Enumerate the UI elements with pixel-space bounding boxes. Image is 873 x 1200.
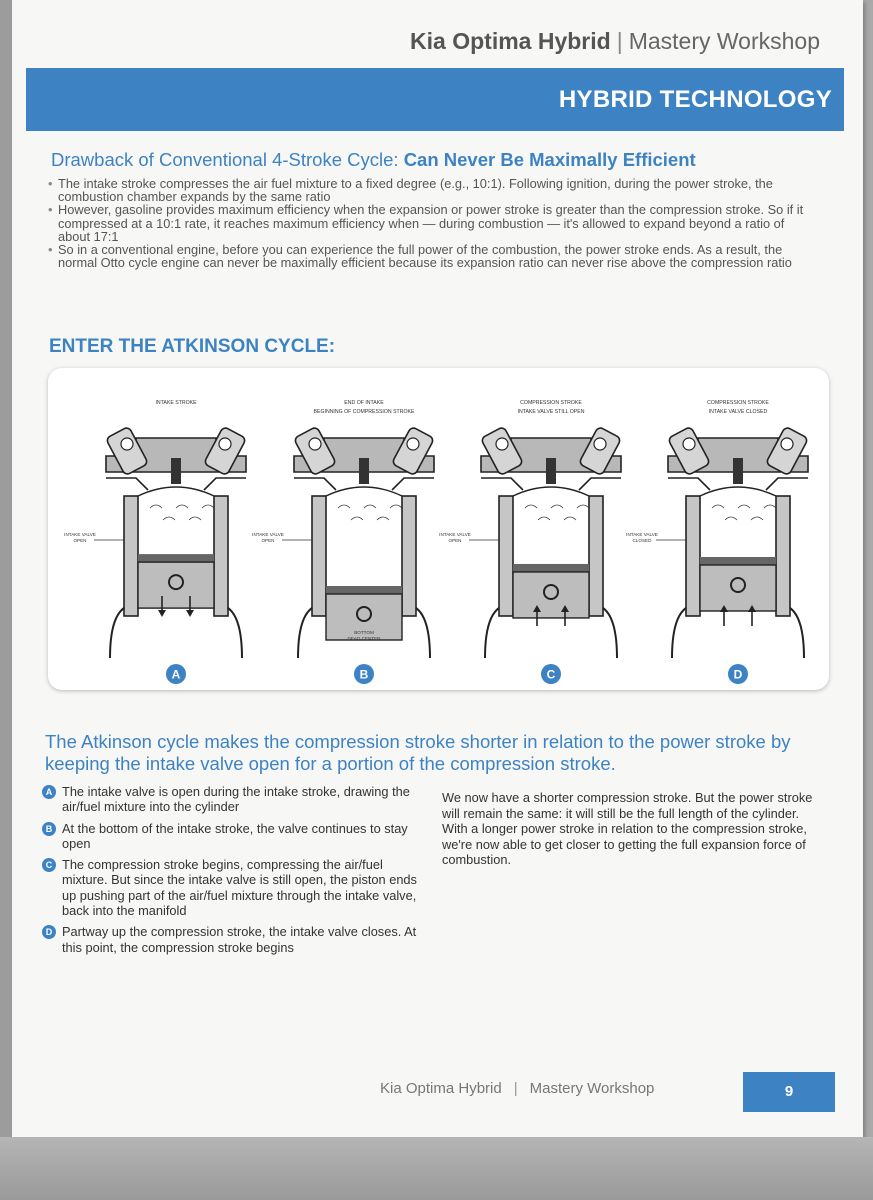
step-badge: B [42, 822, 56, 836]
piston-rings [138, 554, 214, 562]
air-swirl [738, 505, 750, 508]
drawback-heading-prefix: Drawback of Conventional 4-Stroke Cycle: [51, 149, 399, 170]
cylinder-wall-left [499, 496, 513, 616]
cylinder-wall-left [124, 496, 138, 616]
motion-arrow-head [186, 610, 194, 617]
air-swirl [351, 517, 363, 520]
combustion-chamber [326, 487, 402, 496]
cylinder-wall-right [402, 496, 416, 616]
panel-bottom-label: BOTTOM [354, 630, 374, 635]
header-subtitle: Mastery Workshop [628, 28, 820, 54]
intake-cam-lobe [121, 438, 133, 450]
valve-label: INTAKE VALVE [626, 532, 658, 537]
valve-label: OPEN [73, 538, 87, 543]
cylinder-wall-left [312, 496, 326, 616]
step-text: At the bottom of the intake stroke, the valve continues to stay open [62, 820, 408, 851]
panel-top-label: COMPRESSION STROKE [520, 400, 582, 406]
step-list [42, 784, 422, 961]
panel-top-label: BEGINNING OF COMPRESSION STROKE [313, 409, 415, 415]
exhaust-port [204, 478, 246, 490]
spark-plug [171, 458, 181, 484]
intake-cam-lobe [496, 438, 508, 450]
air-swirl [577, 505, 589, 508]
engine-panel [626, 400, 808, 684]
air-swirl [150, 505, 162, 508]
step-text: The compression stroke begins, compressing the air/fuel mixture. But since the intake valve is still open, the piston ends up pushing part of the air/fuel mixture through the intake valve, back into the manifold [62, 857, 417, 919]
air-swirl [163, 517, 175, 520]
spark-plug [546, 458, 556, 484]
panel-top-label: INTAKE VALVE CLOSED [708, 409, 768, 415]
step-item [42, 924, 422, 955]
air-swirl [751, 517, 763, 520]
drawback-heading-bold: Can Never Be Maximally Efficient [403, 149, 696, 170]
panel-top-label: END OF INTAKE [344, 400, 384, 406]
valve-label: INTAKE VALVE [64, 532, 96, 537]
drawback-bullets [48, 177, 818, 269]
intake-port [294, 478, 336, 490]
scan-bottom-edge [0, 1137, 873, 1200]
atkinson-intro: The Atkinson cycle makes the compression stroke shorter in relation to the power stroke by keeping the intake valve open for a portion of the compression stroke. [45, 731, 791, 774]
air-swirl [525, 505, 537, 508]
drawback-heading [51, 149, 696, 171]
footer-title [380, 1080, 654, 1097]
step-item [42, 821, 422, 852]
bullet-item: • However, gasoline provides maximum efficiency when the expansion or power stroke is greater than the compression stroke. So if it compressed at a 10:1 rate, it reaches maximum efficiency when — during combustion — it's allowed to expand beyond a ratio of about 17:1 [48, 203, 818, 243]
section-banner [26, 68, 844, 131]
exhaust-cam-lobe [407, 438, 419, 450]
engine-panel [439, 400, 621, 684]
step-badge: C [42, 858, 56, 872]
bullet-item: • The intake stroke compresses the air fuel mixture to a fixed degree (e.g., 10:1). Following ignition, during the power stroke, the combustion chamber expands by the same ratio [48, 177, 818, 203]
panel-letter: C [546, 667, 556, 682]
cylinder-wall-left [686, 496, 700, 616]
air-swirl [712, 505, 724, 508]
air-swirl [377, 517, 389, 520]
panel-top-label: COMPRESSION STROKE [707, 400, 769, 406]
valve-label: INTAKE VALVE [439, 532, 471, 537]
engine-panel [252, 400, 434, 684]
bullet-item: • So in a conventional engine, before you can experience the full power of the combustion, the power stroke ends. As a result, the normal Otto cycle engine can never be maximally efficient because its expansion ratio can never rise above the compression ratio [48, 243, 818, 269]
panel-letter: A [171, 667, 181, 682]
spark-plug [359, 458, 369, 484]
piston [513, 572, 589, 618]
step-item [42, 857, 422, 918]
panel-letter: B [359, 667, 369, 682]
valve-label: INTAKE VALVE [252, 532, 284, 537]
air-swirl [202, 505, 214, 508]
combustion-chamber [138, 487, 214, 496]
step-text: The intake valve is open during the intake stroke, drawing the air/fuel mixture into the cylinder [62, 784, 410, 815]
page-number: 9 [743, 1072, 835, 1112]
air-swirl [538, 517, 550, 520]
cylinder-wall-right [589, 496, 603, 616]
step-text: Partway up the compression stroke, the intake valve closes. At this point, the compression stroke begins [62, 924, 417, 955]
piston [700, 565, 776, 611]
motion-arrow-head [158, 610, 166, 617]
panel-letter: D [733, 667, 743, 682]
intake-cam-lobe [309, 438, 321, 450]
intake-port [481, 478, 523, 490]
panel-top-label: INTAKE STROKE [155, 400, 197, 406]
exhaust-cam-lobe [594, 438, 606, 450]
exhaust-port [579, 478, 621, 490]
footer-separator: | [513, 1080, 518, 1097]
air-swirl [564, 517, 576, 520]
exhaust-cam-lobe [219, 438, 231, 450]
panel-top-label: INTAKE VALVE STILL OPEN [517, 409, 585, 415]
step-item [42, 784, 422, 815]
document-page [12, 0, 863, 1137]
summary-paragraph: We now have a shorter compression stroke. But the power stroke will remain the same: it will still be the full length of the cylinder. With a longer power stroke in relation to the compression stroke, we're now able to get closer to getting the full expansion force of combustion. [442, 790, 813, 868]
air-swirl [551, 505, 563, 508]
step-badge: D [42, 925, 56, 939]
exhaust-port [392, 478, 434, 490]
air-swirl [338, 505, 350, 508]
cylinder-wall-right [776, 496, 790, 616]
header-brand: Kia Optima Hybrid [410, 28, 611, 54]
combustion-chamber [513, 487, 589, 496]
footer-subtitle: Mastery Workshop [529, 1080, 655, 1097]
atkinson-heading: ENTER THE ATKINSON CYCLE: [49, 336, 336, 357]
air-swirl [176, 505, 188, 508]
piston-rings [513, 564, 589, 572]
air-swirl [189, 517, 201, 520]
combustion-chamber [700, 487, 776, 496]
footer-brand: Kia Optima Hybrid [380, 1080, 502, 1097]
banner-title: HYBRID TECHNOLOGY [558, 86, 832, 113]
engine-panel [64, 400, 246, 684]
piston-rings [326, 586, 402, 594]
valve-label: OPEN [261, 538, 275, 543]
exhaust-port [766, 478, 808, 490]
air-swirl [390, 505, 402, 508]
engine-diagram-svg [48, 368, 829, 690]
spark-plug [733, 458, 743, 484]
piston-rings [700, 557, 776, 565]
header-title [410, 28, 820, 55]
air-swirl [364, 505, 376, 508]
piston [138, 562, 214, 608]
air-swirl [725, 517, 737, 520]
header-separator: | [616, 28, 623, 54]
cylinder-wall-right [214, 496, 228, 616]
air-swirl [764, 505, 776, 508]
valve-label: OPEN [448, 538, 462, 543]
intake-cam-lobe [683, 438, 695, 450]
intake-port [106, 478, 148, 490]
atkinson-diagram [48, 368, 829, 690]
intake-port [668, 478, 710, 490]
step-badge: A [42, 785, 56, 799]
exhaust-cam-lobe [781, 438, 793, 450]
panel-bottom-label: DEAD CENTER [347, 636, 381, 641]
valve-label: CLOSED [632, 538, 652, 543]
